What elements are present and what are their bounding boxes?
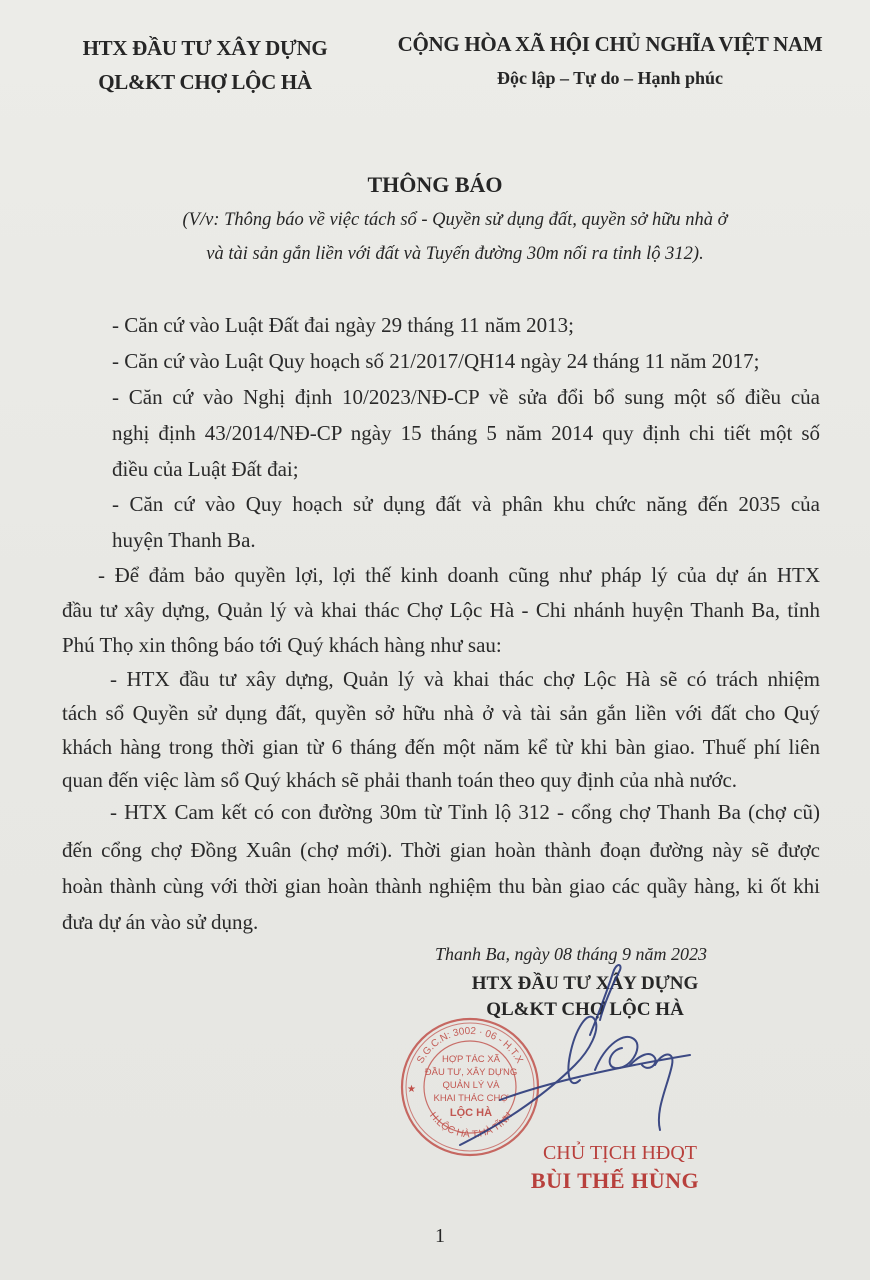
svg-text:ĐẦU TƯ, XÂY DỰNG: ĐẦU TƯ, XÂY DỰNG [424,1067,518,1078]
sign-org-line2: QL&KT CHỢ LỘC HÀ [486,999,684,1020]
body-line: khách hàng trong thời gian từ 6 tháng đến một năm kể từ khi bàn giao. Thuế phí liên [62,735,820,759]
body-line: nghị định 43/2014/NĐ-CP ngày 15 tháng 5 năm 2014 quy định chi tiết một số [112,421,820,445]
body-line: - Căn cứ vào Luật Quy hoạch số 21/2017/QH14 ngày 24 tháng 11 năm 2017; [112,349,760,373]
svg-text:HỢP TÁC XÃ: HỢP TÁC XÃ [442,1054,500,1065]
body-line: - Căn cứ vào Nghị định 10/2023/NĐ-CP về sửa đổi bổ sung một số điều của [112,385,820,409]
signer-name: BÙI THẾ HÙNG [530,1168,700,1193]
body-line: Phú Thọ xin thông báo tới Quý khách hàng như sau: [62,633,502,657]
body-line: đưa dự án vào sử dụng. [62,910,259,934]
document-title: THÔNG BÁO [367,172,503,197]
svg-text:H.LỘC HÀ T.HÀ TĨNH: H.LỘC HÀ T.HÀ TĨNH [427,1110,515,1141]
page-number: 1 [435,1225,445,1247]
body-line: - HTX Cam kết có con đường 30m từ Tỉnh lộ 312 - cổng chợ Thanh Ba (chợ cũ) [110,800,820,824]
body-line: đến cổng chợ Đồng Xuân (chợ mới). Thời gian hoàn thành đoạn đường này sẽ được [62,838,820,862]
sign-date: Thanh Ba, ngày 08 tháng 9 năm 2023 [435,944,707,964]
signer-role: CHỦ TỊCH HĐQT [542,1142,698,1164]
national-motto: Độc lập – Tự do – Hạnh phúc [496,68,724,88]
svg-text:S.G.C.N: 3002 · 06 - H.T.X: S.G.C.N: 3002 · 06 - H.T.X [415,1025,525,1066]
body-line: hoàn thành cùng với thời gian hoàn thành nghiệm thu bàn giao các quầy hàng, ki ốt khi [62,874,820,898]
svg-text:QUẢN LÝ VÀ: QUẢN LÝ VÀ [442,1080,500,1091]
body-line: - Để đảm bảo quyền lợi, lợi thế kinh doanh cũng như pháp lý của dự án HTX [98,563,820,587]
body-line: huyện Thanh Ba. [112,528,256,552]
body-line: đầu tư xây dựng, Quản lý và khai thác Chợ Lộc Hà - Chi nhánh huyện Thanh Ba, tỉnh [62,598,820,622]
body-line: - Căn cứ vào Luật Đất đai ngày 29 tháng 11 năm 2013; [112,313,574,337]
svg-text:★: ★ [407,1084,416,1095]
org-name-line2: QL&KT CHỢ LỘC HÀ [98,70,312,94]
subject-line1: (V/v: Thông báo về việc tách sổ - Quyền sử dụng đất, quyền sở hữu nhà ở [182,210,728,230]
national-title: CỘNG HÒA XÃ HỘI CHỦ NGHĨA VIỆT NAM [397,32,823,56]
subject-line2: và tài sản gắn liền với đất và Tuyến đường 30m nối ra tỉnh lộ 312). [206,244,704,264]
sign-org-line1: HTX ĐẦU TƯ XÂY DỰNG [471,973,699,994]
body-line: tách sổ Quyền sử dụng đất, quyền sở hữu nhà ở và tài sản gắn liền với đất cho Quý [62,701,820,725]
handwritten-signature-icon [400,960,700,1160]
svg-text:LỘC HÀ: LỘC HÀ [449,1107,493,1119]
body-line: - HTX đầu tư xây dựng, Quản lý và khai thác chợ Lộc Hà sẽ có trách nhiệm [110,667,820,691]
body-line: - Căn cứ vào Quy hoạch sử dụng đất và phân khu chức năng đến 2035 của [112,492,820,516]
body-line: điều của Luật Đất đai; [112,457,299,481]
svg-text:KHAI THÁC CHỢ: KHAI THÁC CHỢ [433,1093,509,1104]
org-name-line1: HTX ĐẦU TƯ XÂY DỰNG [82,36,328,60]
body-line: quan đến việc làm sổ Quý khách sẽ phải thanh toán theo quy định của nhà nước. [62,768,738,792]
